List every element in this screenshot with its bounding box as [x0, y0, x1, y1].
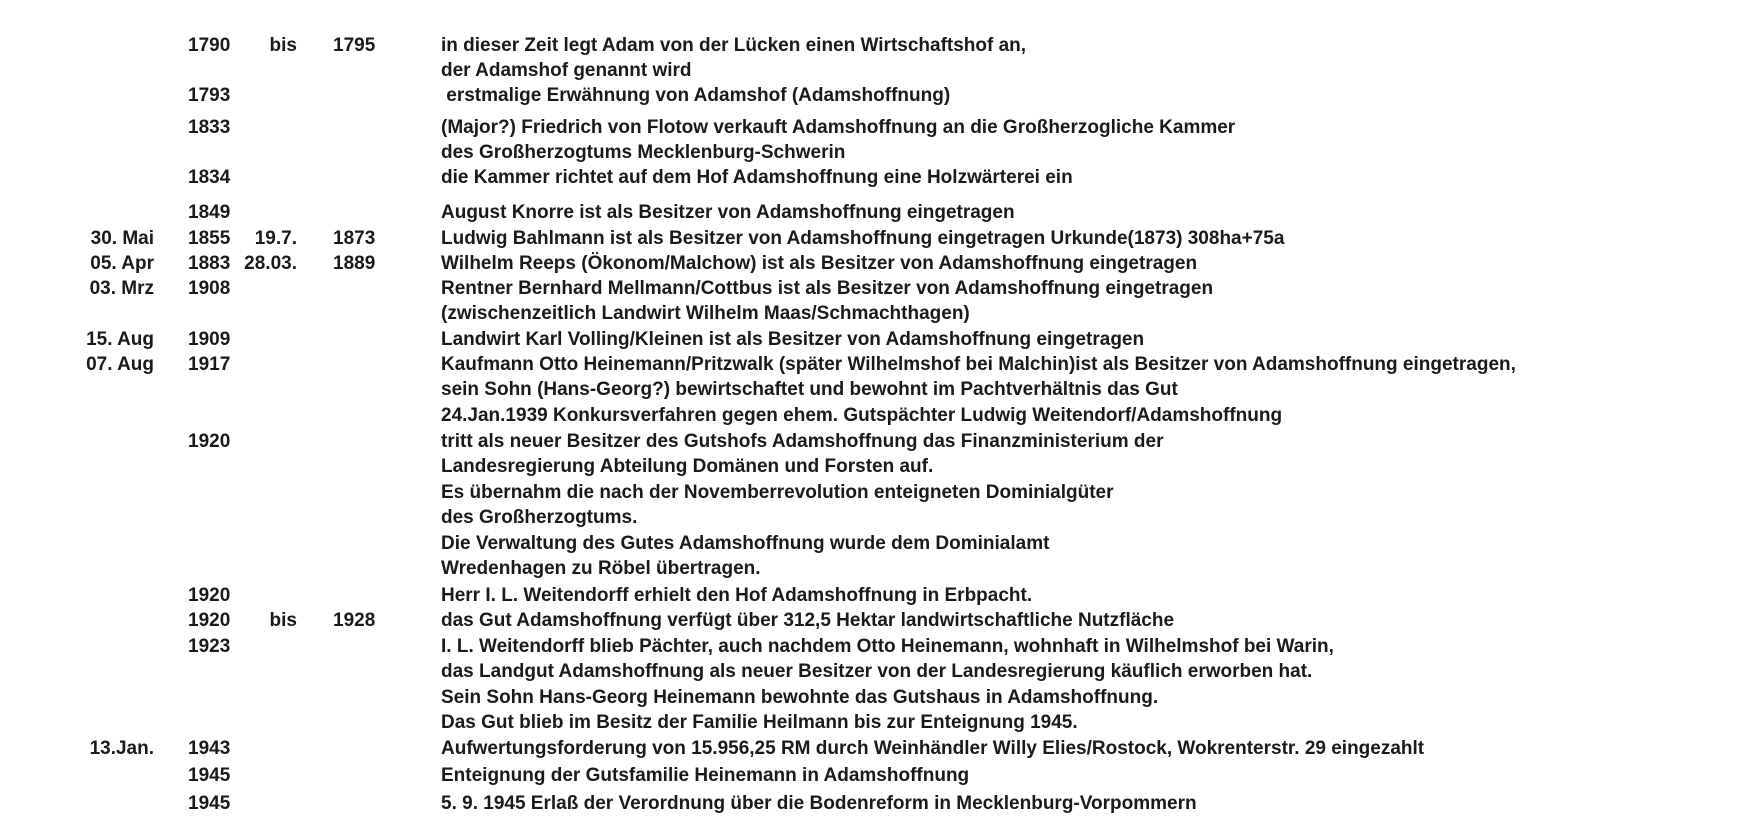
entry-text: Rentner Bernhard Mellmann/Cottbus ist als Besitzer von Adamshoffnung eingetragen: [441, 278, 1214, 299]
entry-text: erstmalige Erwähnung von Adamshof (Adamshoffnung): [441, 85, 951, 106]
year-cell: 1883: [188, 253, 231, 274]
range-start: 28.03.: [244, 253, 297, 274]
table-row: [0, 660, 1754, 684]
range-start: 19.7.: [254, 228, 297, 249]
range-end: 1873: [333, 228, 376, 249]
entry-text: Aufwertungsforderung von 15.956,25 RM durch Weinhändler Willy Elies/Rostock, Wokrenterstr. 29 eingezahlt: [441, 738, 1425, 759]
table-row: [0, 34, 1754, 58]
date-cell: 07. Aug: [86, 354, 154, 375]
entry-text: (Major?) Friedrich von Flotow verkauft Adamshoffnung an die Großherzogliche Kammer: [441, 117, 1236, 138]
year-cell: 1909: [188, 329, 231, 350]
table-row: [0, 557, 1754, 581]
table-row: [0, 481, 1754, 505]
entry-text: des Großherzogtums Mecklenburg-Schwerin: [441, 142, 846, 163]
table-row: [0, 584, 1754, 608]
range-end: 1795: [333, 35, 376, 56]
table-row: [0, 737, 1754, 761]
entry-text: August Knorre ist als Besitzer von Adamshoffnung eingetragen: [441, 202, 1015, 223]
entry-text: I. L. Weitendorff blieb Pächter, auch nachdem Otto Heinemann, wohnhaft in Wilhelmshof bei Warin,: [441, 636, 1334, 657]
table-row: [0, 711, 1754, 735]
table-row: [0, 59, 1754, 83]
table-row: [0, 353, 1754, 377]
table-row: [0, 404, 1754, 428]
table-row: [0, 686, 1754, 710]
entry-text: Die Verwaltung des Gutes Adamshoffnung wurde dem Dominialamt: [441, 533, 1050, 554]
table-row: [0, 252, 1754, 276]
table-row: [0, 84, 1754, 108]
year-cell: 1920: [188, 585, 231, 606]
table-row: [0, 166, 1754, 190]
year-cell: 1790: [188, 35, 231, 56]
year-cell: 1855: [188, 228, 231, 249]
entry-text: Wilhelm Reeps (Ökonom/Malchow) ist als Besitzer von Adamshoffnung eingetragen: [441, 253, 1198, 274]
year-cell: 1849: [188, 202, 231, 223]
table-row: [0, 277, 1754, 301]
entry-text: 24.Jan.1939 Konkursverfahren gegen ehem. Gutspächter Ludwig Weitendorf/Adamshoffnung: [441, 405, 1283, 426]
date-cell: 03. Mrz: [89, 278, 154, 299]
table-row: [0, 532, 1754, 556]
range-start: bis: [269, 35, 297, 56]
entry-text: das Gut Adamshoffnung verfügt über 312,5 Hektar landwirtschaftliche Nutzfläche: [441, 610, 1175, 631]
date-cell: 13.Jan.: [89, 738, 154, 759]
entry-text: Enteignung der Gutsfamilie Heinemann in Adamshoffnung: [441, 765, 970, 786]
table-row: [0, 609, 1754, 633]
entry-text: Herr I. L. Weitendorff erhielt den Hof Adamshoffnung in Erbpacht.: [441, 585, 1033, 606]
entry-text: in dieser Zeit legt Adam von der Lücken einen Wirtschaftshof an,: [441, 35, 1027, 56]
table-row: [0, 506, 1754, 530]
entry-text: Ludwig Bahlmann ist als Besitzer von Adamshoffnung eingetragen Urkunde(1873) 308ha+75a: [441, 228, 1285, 249]
entry-text: Wredenhagen zu Röbel übertragen.: [441, 558, 761, 579]
entry-text: Sein Sohn Hans-Georg Heinemann bewohnte das Gutshaus in Adamshoffnung.: [441, 687, 1159, 708]
year-cell: 1917: [188, 354, 231, 375]
range-end: 1928: [333, 610, 376, 631]
year-cell: 1920: [188, 431, 231, 452]
table-row: [0, 227, 1754, 251]
entry-text: Es übernahm die nach der Novemberrevolution enteigneten Dominialgüter: [441, 482, 1114, 503]
year-cell: 1945: [188, 793, 231, 814]
year-cell: 1833: [188, 117, 231, 138]
year-cell: 1834: [188, 167, 231, 188]
year-cell: 1920: [188, 610, 231, 631]
entry-text: Landwirt Karl Volling/Kleinen ist als Besitzer von Adamshoffnung eingetragen: [441, 329, 1145, 350]
table-row: [0, 302, 1754, 326]
year-cell: 1943: [188, 738, 231, 759]
table-row: [0, 201, 1754, 225]
table-row: [0, 116, 1754, 140]
entry-text: 5. 9. 1945 Erlaß der Verordnung über die Bodenreform in Mecklenburg-Vorpommern: [441, 793, 1197, 814]
table-row: [0, 792, 1754, 816]
entry-text: Landesregierung Abteilung Domänen und Forsten auf.: [441, 456, 934, 477]
entry-text: tritt als neuer Besitzer des Gutshofs Adamshoffnung das Finanzministerium der: [441, 431, 1164, 452]
year-cell: 1908: [188, 278, 231, 299]
table-row: [0, 635, 1754, 659]
entry-text: die Kammer richtet auf dem Hof Adamshoffnung eine Holzwärterei ein: [441, 167, 1073, 188]
date-cell: 05. Apr: [90, 253, 154, 274]
entry-text: das Landgut Adamshoffnung als neuer Besitzer von der Landesregierung käuflich erworben hat.: [441, 661, 1313, 682]
table-row: [0, 328, 1754, 352]
entry-text: sein Sohn (Hans-Georg?) bewirtschaftet und bewohnt im Pachtverhältnis das Gut: [441, 379, 1178, 400]
table-row: [0, 141, 1754, 165]
year-cell: 1945: [188, 765, 231, 786]
range-start: bis: [269, 610, 297, 631]
entry-text: Kaufmann Otto Heinemann/Pritzwalk (später Wilhelmshof bei Malchin)ist als Besitzer von Adamshoffnung eingetragen,: [441, 354, 1516, 375]
table-row: [0, 455, 1754, 479]
entry-text: (zwischenzeitlich Landwirt Wilhelm Maas/Schmachthagen): [441, 303, 970, 324]
entry-text: der Adamshof genannt wird: [441, 60, 692, 81]
year-cell: 1923: [188, 636, 231, 657]
table-row: [0, 764, 1754, 788]
table-row: [0, 430, 1754, 454]
entry-text: des Großherzogtums.: [441, 507, 638, 528]
date-cell: 30. Mai: [90, 228, 154, 249]
table-row: [0, 378, 1754, 402]
entry-text: Das Gut blieb im Besitz der Familie Heilmann bis zur Enteignung 1945.: [441, 712, 1078, 733]
date-cell: 15. Aug: [86, 329, 154, 350]
range-end: 1889: [333, 253, 376, 274]
year-cell: 1793: [188, 85, 231, 106]
